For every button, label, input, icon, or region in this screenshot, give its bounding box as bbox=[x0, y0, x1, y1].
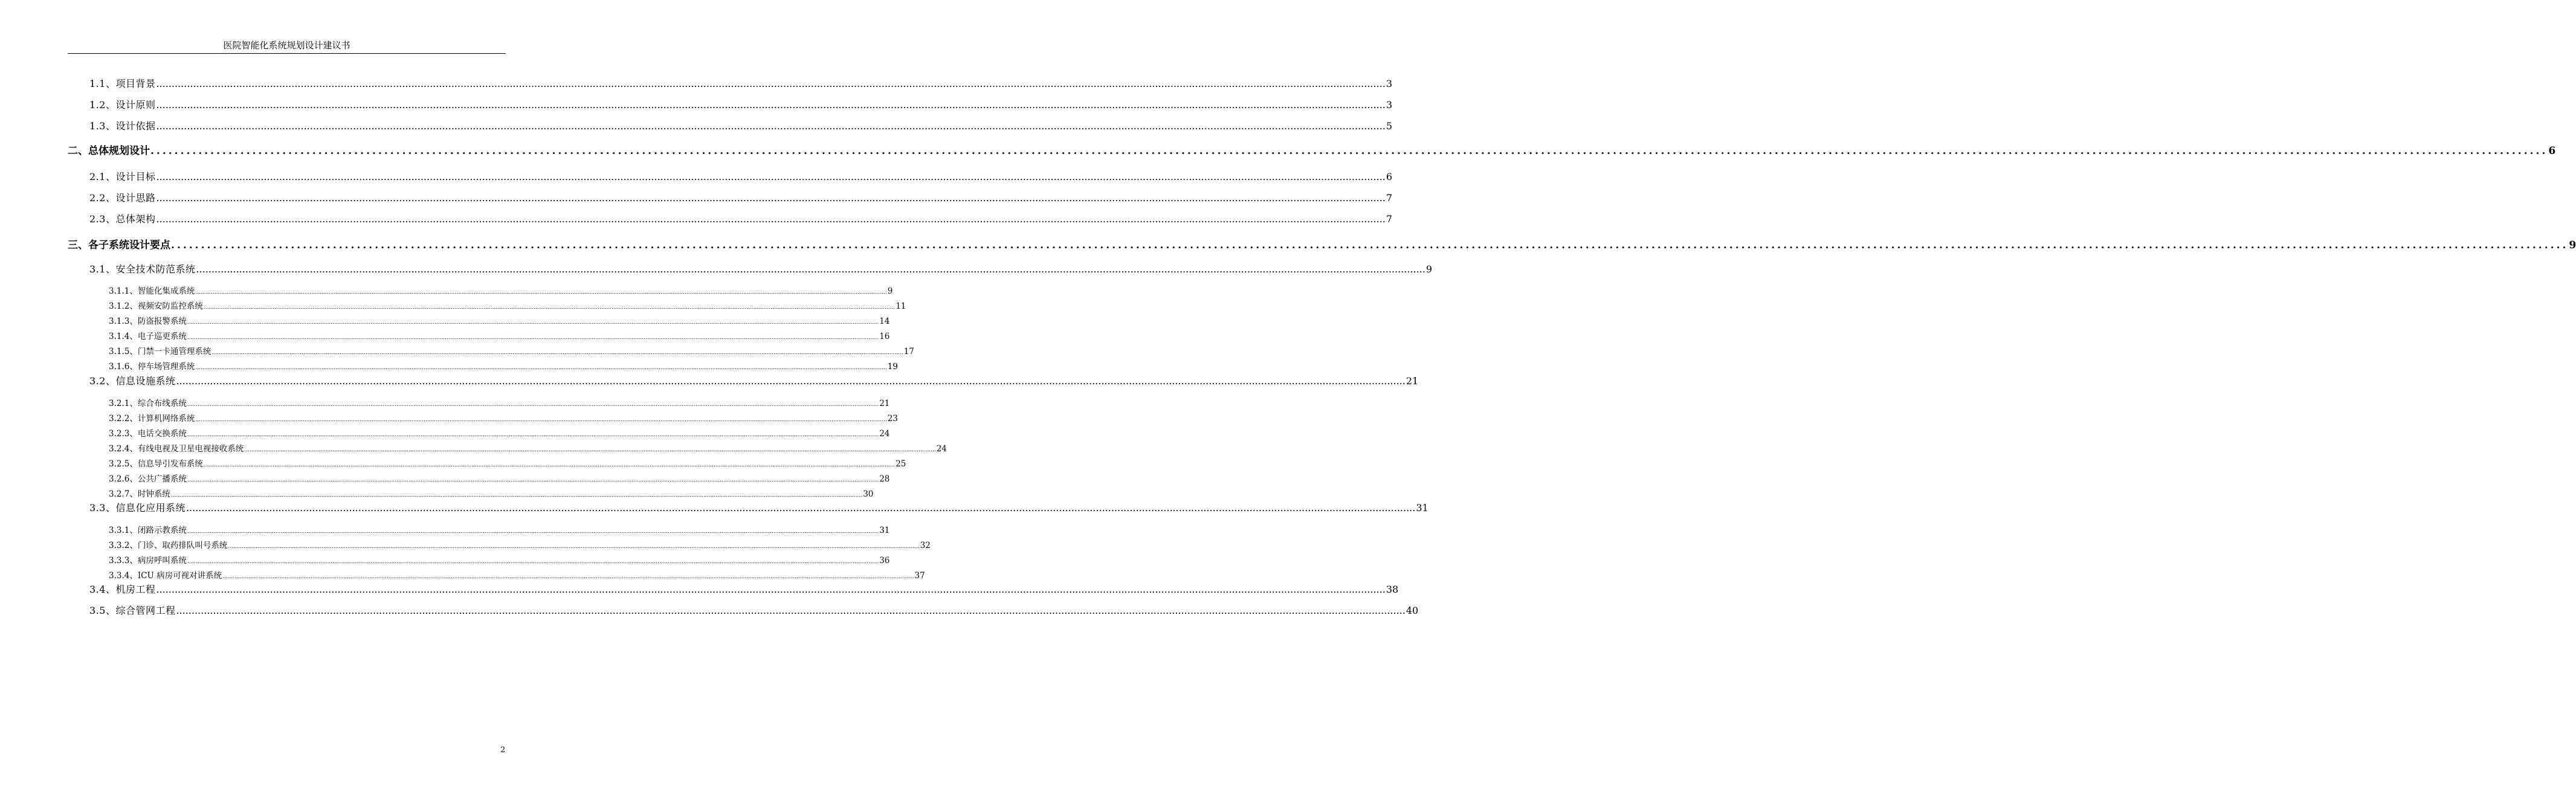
toc-entry-label: 2.1、设计目标 bbox=[89, 171, 156, 182]
toc-leader-dots: ................................................................................................................................................................................................................................................................................................................................................................................................................ bbox=[196, 263, 1425, 275]
toc-leader-dots: ................................................................................................................................................................................................................................................................................................................................................................................................................ bbox=[176, 605, 1406, 616]
toc-entry[interactable] bbox=[68, 329, 890, 341]
toc-entry-page: 37 bbox=[914, 571, 925, 581]
toc-entry[interactable] bbox=[68, 427, 890, 439]
toc-leader-dots: ................................................................................................................................................................................................................................................................................................................................................................................................................ bbox=[187, 335, 879, 341]
toc-entry-page: 9 bbox=[2569, 239, 2576, 251]
toc-entry-page: 9 bbox=[887, 286, 893, 296]
toc-entry-label: 3.2.6、公共广播系统 bbox=[109, 474, 187, 484]
toc-entry[interactable] bbox=[68, 500, 1428, 514]
toc-entry-page: 19 bbox=[887, 362, 898, 372]
toc-entry[interactable] bbox=[68, 314, 890, 326]
toc-entry-label: 3.4、机房工程 bbox=[89, 584, 156, 595]
toc-entry-page: 38 bbox=[1386, 584, 1399, 595]
toc-entry-label: 3.1、安全技术防范系统 bbox=[89, 263, 196, 275]
toc-entry-label: 3.2.5、信息导引发布系统 bbox=[109, 459, 203, 469]
toc-entry-page: 5 bbox=[1386, 120, 1393, 132]
toc-entry-page: 21 bbox=[1406, 375, 1419, 387]
toc-leader-dots: ................................................................................................................................................................................................................................................................................................................................................................................................................ bbox=[187, 320, 879, 326]
toc-entry-page: 30 bbox=[863, 489, 874, 499]
toc-entry-label: 3.1.1、智能化集成系统 bbox=[109, 286, 195, 296]
toc-leader-dots: ................................................................................................................................................................................................................................................................................................................................................................................................................ bbox=[156, 171, 1386, 182]
toc-entry[interactable] bbox=[68, 76, 1393, 90]
toc-entry-label: 3.1.6、停车场管理系统 bbox=[109, 362, 195, 372]
toc-entry[interactable] bbox=[68, 359, 898, 372]
toc-entry-page: 40 bbox=[1406, 605, 1419, 616]
toc-leader-dots: ................................................................................................................................................................................................................................................................................................................................................................................................................ bbox=[228, 544, 920, 550]
toc-entry[interactable] bbox=[68, 487, 874, 499]
toc-entry[interactable] bbox=[68, 190, 1393, 204]
toc-entry[interactable] bbox=[68, 211, 1393, 225]
toc-entry-label: 3.2.3、电话交换系统 bbox=[109, 429, 187, 439]
toc-entry-page: 31 bbox=[1416, 502, 1428, 514]
toc-entry-label: 3.3.3、病房呼叫系统 bbox=[109, 556, 187, 566]
toc-entry[interactable] bbox=[68, 603, 1419, 617]
toc-entry-page: 11 bbox=[896, 301, 906, 311]
toc-leader-dots: ................................................................................................................................................................................................................................................................................................................................................................................................................ bbox=[211, 350, 903, 356]
toc-leader-dots: ................................................................................................................................................................................................................................................................................................................................................................................................................ bbox=[222, 574, 914, 580]
toc-entry[interactable] bbox=[68, 553, 890, 566]
toc-entry-page: 17 bbox=[903, 347, 914, 356]
toc-entry-label: 3.1.3、防盗报警系统 bbox=[109, 317, 187, 326]
toc-entry[interactable] bbox=[68, 411, 898, 424]
page-header: 医院智能化系统规划设计建议书 bbox=[68, 39, 506, 54]
toc-leader-dots: ................................................................................................................................................................................................................................................................................................................................................................................................................ bbox=[187, 559, 879, 565]
toc-leader-dots: ................................................................................................................................................................................................................................................................................................................................................................................................................ bbox=[156, 584, 1386, 595]
toc-leader-dots: ................................................................................................................................................................................................................................................................................................................................................................................................................ bbox=[186, 502, 1416, 514]
toc-entry-page: 31 bbox=[879, 526, 890, 535]
toc-leader-dots: ................................................................................................................................................................................................................................................................................................................................................................................................................ bbox=[156, 99, 1386, 111]
toc-entry[interactable] bbox=[68, 344, 914, 356]
toc-entry-label: 2.2、设计思路 bbox=[89, 192, 156, 204]
toc-leader-dots: ................................................................................................................................................................................................................................................................................................................................................................................................................ bbox=[187, 529, 879, 535]
toc-entry[interactable] bbox=[68, 396, 890, 408]
toc-entry-page: 16 bbox=[879, 332, 890, 341]
toc-entry-page: 28 bbox=[879, 474, 890, 484]
toc-leader-dots: ................................................................................................................................................................................................................................................................................................................................................................................................................ bbox=[187, 477, 879, 483]
page-number: 2 bbox=[500, 746, 506, 755]
toc-entry-page: 6 bbox=[1386, 171, 1393, 182]
toc-entry-page: 6 bbox=[2548, 145, 2556, 157]
toc-entry[interactable] bbox=[68, 142, 2556, 157]
toc-entry-label: 3.3.2、门诊、取药排队叫号系统 bbox=[109, 541, 228, 550]
toc-entry-label: 1.3、设计依据 bbox=[89, 120, 156, 132]
toc-leader-dots: ................................................................................................................................................................................................................................................................................................................................................................................................................ bbox=[195, 417, 887, 423]
toc-entry-label: 3.3.1、闭路示教系统 bbox=[109, 526, 187, 535]
toc-entry[interactable] bbox=[68, 523, 890, 535]
toc-entry[interactable] bbox=[68, 457, 906, 469]
toc-leader-dots: ................................................................................................................................................................................................................................................................................................................................................................................................................ bbox=[203, 304, 896, 311]
toc-entry[interactable] bbox=[68, 373, 1419, 387]
toc-entry-page: 25 bbox=[896, 459, 906, 469]
toc-entry-page: 7 bbox=[1386, 213, 1393, 225]
toc-entry-page: 3 bbox=[1386, 78, 1393, 89]
toc-leader-dots: ................................................................................................................................................................................................................................................................................................................................................................................................................ bbox=[203, 462, 896, 468]
toc-entry-label: 二、总体规划设计 bbox=[68, 145, 150, 157]
toc-entry-label: 3.1.2、视频安防监控系统 bbox=[109, 301, 203, 311]
toc-entry-page: 9 bbox=[1425, 263, 1433, 275]
toc-entry-label: 3.3.4、ICU 病房可视对讲系统 bbox=[109, 571, 222, 581]
toc-leader-dots: ................................................................................................................................................................................................................................................................................................................................................................................................................ bbox=[187, 432, 879, 438]
toc-entry-label: 3.2.2、计算机网络系统 bbox=[109, 414, 195, 424]
toc-entry-label: 3.2.7、时钟系统 bbox=[109, 489, 170, 499]
toc-entry[interactable] bbox=[68, 97, 1393, 111]
toc-leader-dots: ................................................................................................................................................................................................................................................................................................................................................................................................................ bbox=[156, 78, 1386, 89]
toc-leader-dots: ................................................................................................................................................................................................................................................................................................................................................................................................................ bbox=[170, 492, 863, 498]
toc-entry-page: 21 bbox=[879, 399, 890, 408]
toc-entry[interactable] bbox=[68, 236, 2576, 251]
toc-leader-dots: ................................................................................................................................................................................................................................................................................................................................................................................................................ bbox=[187, 402, 879, 408]
toc-entry-label: 三、各子系统设计要点 bbox=[68, 239, 170, 251]
toc-entry-label: 1.2、设计原则 bbox=[89, 99, 156, 111]
toc-entry[interactable] bbox=[68, 538, 931, 550]
toc-leader-dots: ................................................................................................................................................................................................................................................................................................................................................................................................................ bbox=[171, 239, 2569, 251]
toc-leader-dots: ................................................................................................................................................................................................................................................................................................................................................................................................................ bbox=[195, 365, 887, 371]
toc-entry-page: 3 bbox=[1386, 99, 1393, 111]
toc-entry[interactable] bbox=[68, 582, 1399, 596]
toc-entry-label: 2.3、总体架构 bbox=[89, 213, 156, 225]
toc-entry-page: 23 bbox=[887, 414, 898, 424]
toc-entry-label: 3.2.4、有线电视及卫星电视接收系统 bbox=[109, 444, 244, 454]
toc-entry-label: 3.5、综合管网工程 bbox=[89, 605, 176, 616]
toc-leader-dots: ................................................................................................................................................................................................................................................................................................................................................................................................................ bbox=[156, 192, 1386, 204]
toc-entry[interactable] bbox=[68, 442, 947, 454]
toc-entry[interactable] bbox=[68, 569, 925, 581]
toc-entry-page: 36 bbox=[879, 556, 890, 566]
toc-entry-label: 3.1.4、电子巡更系统 bbox=[109, 332, 187, 341]
toc-leader-dots: ................................................................................................................................................................................................................................................................................................................................................................................................................ bbox=[176, 375, 1406, 387]
toc-entry-label: 3.3、信息化应用系统 bbox=[89, 502, 186, 514]
toc-entry[interactable] bbox=[68, 262, 1433, 276]
toc-entry-label: 3.1.5、门禁一卡通管理系统 bbox=[109, 347, 211, 356]
toc-entry[interactable] bbox=[68, 299, 906, 311]
toc-entry-page: 7 bbox=[1386, 192, 1393, 204]
toc-entry[interactable] bbox=[68, 169, 1393, 183]
toc-entry-label: 3.2、信息设施系统 bbox=[89, 375, 176, 387]
toc-leader-dots: ................................................................................................................................................................................................................................................................................................................................................................................................................ bbox=[150, 145, 2548, 157]
toc-entry-label: 1.1、项目背景 bbox=[89, 78, 156, 89]
toc-entry-page: 14 bbox=[879, 317, 890, 326]
toc-leader-dots: ................................................................................................................................................................................................................................................................................................................................................................................................................ bbox=[156, 213, 1386, 225]
toc-entry-label: 3.2.1、综合布线系统 bbox=[109, 399, 187, 408]
toc-leader-dots: ................................................................................................................................................................................................................................................................................................................................................................................................................ bbox=[156, 120, 1386, 132]
toc-entry[interactable] bbox=[68, 284, 893, 296]
toc-leader-dots: ................................................................................................................................................................................................................................................................................................................................................................................................................ bbox=[195, 289, 887, 295]
toc-entry[interactable] bbox=[68, 118, 1393, 132]
toc-entry-page: 24 bbox=[936, 444, 947, 454]
toc-entry[interactable] bbox=[68, 472, 890, 484]
toc-leader-dots: ................................................................................................................................................................................................................................................................................................................................................................................................................ bbox=[244, 447, 936, 453]
toc-entry-page: 24 bbox=[879, 429, 890, 439]
toc-entry-page: 32 bbox=[920, 541, 931, 550]
